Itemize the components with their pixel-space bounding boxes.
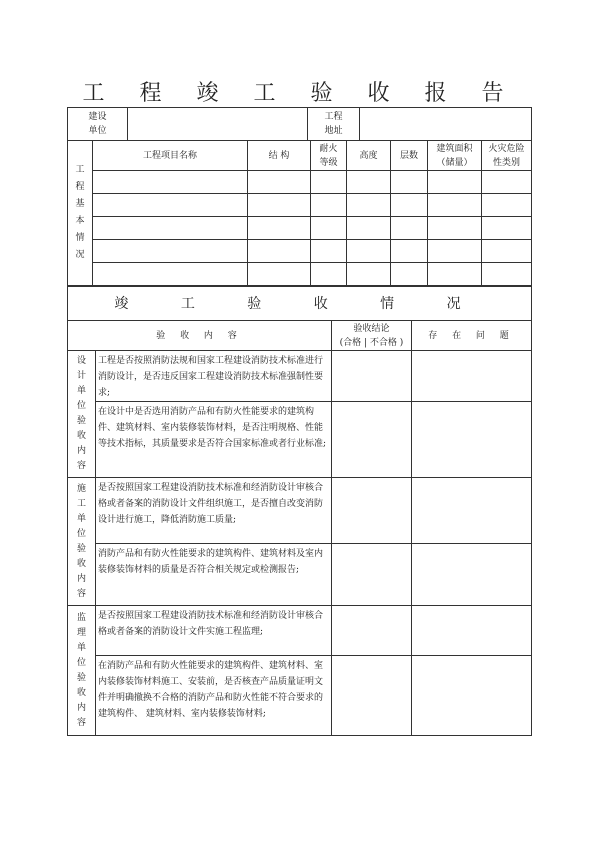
table-row xyxy=(68,263,532,286)
table-row xyxy=(68,544,532,606)
result-cell[interactable] xyxy=(332,606,412,656)
table-row xyxy=(68,606,532,656)
table-row xyxy=(68,217,532,240)
section-title: 竣 工 验 收 情 况 xyxy=(68,287,532,321)
result-cell[interactable] xyxy=(332,656,412,736)
item-text: 消防产品和有防火性能要求的建筑构件、建筑材料及室内装修装饰材料的质量是否符合相关规定或检测报告; xyxy=(96,544,332,606)
group-label-construction: 施工单位验收内容 xyxy=(68,478,96,606)
unit-value[interactable] xyxy=(128,108,308,141)
issue-cell[interactable] xyxy=(412,351,532,402)
col-content-header: 验 收 内 容 xyxy=(68,321,332,351)
issue-cell[interactable] xyxy=(412,402,532,478)
result-cell[interactable] xyxy=(332,478,412,544)
table-row xyxy=(68,351,532,402)
address-label: 工程 地址 xyxy=(308,108,360,141)
col-result-header: 验收结论 (合格 | 不合格 ) xyxy=(332,321,412,351)
item-text: 是否按照国家工程建设消防技术标准和经消防设计审核合格或者备案的消防设计文件组织施工，是否擅自改变消防设计进行施工，降低消防施工质量; xyxy=(96,478,332,544)
group-label-design: 设计单位验收内容 xyxy=(68,351,96,478)
basic-info-table xyxy=(67,140,532,286)
col-issue-header: 存 在 问 题 xyxy=(412,321,532,351)
issue-cell[interactable] xyxy=(412,478,532,544)
table-row xyxy=(68,656,532,736)
unit-label: 建设 单位 xyxy=(68,108,128,141)
col-area: 建筑面积（储量） xyxy=(428,141,482,171)
item-text: 在消防产品和有防火性能要求的建筑构件、建筑材料、室内装修装饰材料施工、安装前，是否核查产品质量证明文件并明确撤换不合格的消防产品和防火性能不符合要求的建筑构件、 建筑材料、室内装修装饰材料; xyxy=(96,656,332,736)
issue-cell[interactable] xyxy=(412,606,532,656)
group-label-supervision: 监理单位验收内容 xyxy=(68,606,96,736)
issue-cell[interactable] xyxy=(412,544,532,606)
result-cell[interactable] xyxy=(332,351,412,402)
item-text: 在设计中是否选用消防产品和有防火性能要求的建筑构件、建筑材料、室内装修装饰材料，是否注明规格、性能等技术指标，其质量要求是否符合国家标准或者行业标准; xyxy=(96,402,332,478)
result-cell[interactable] xyxy=(332,544,412,606)
table-row xyxy=(68,478,532,544)
table-row xyxy=(68,171,532,194)
col-structure: 结 构 xyxy=(248,141,311,171)
col-fire-rating: 耐火等级 xyxy=(311,141,347,171)
table-row xyxy=(68,402,532,478)
issue-cell[interactable] xyxy=(412,656,532,736)
item-text: 是否按照国家工程建设消防技术标准和经消防设计审核合格或者备案的消防设计文件实施工程监理; xyxy=(96,606,332,656)
result-cell[interactable] xyxy=(332,402,412,478)
table-row xyxy=(68,194,532,217)
col-floors: 层数 xyxy=(391,141,428,171)
acceptance-table xyxy=(67,286,532,736)
header-table xyxy=(67,107,532,141)
page-title: 工 程 竣 工 验 收 报 告 xyxy=(82,81,518,106)
address-value[interactable] xyxy=(360,108,532,141)
item-text: 工程是否按照消防法规和国家工程建设消防技术标准进行消防设计，是否违反国家工程建设消防技术标准强制性要求; xyxy=(96,351,332,402)
col-project-name: 工程项目名称 xyxy=(93,141,248,171)
col-height: 高度 xyxy=(347,141,391,171)
table-row xyxy=(68,240,532,263)
col-fire-hazard: 火灾危险性类别 xyxy=(482,141,532,171)
basic-side-label: 工程基本情况 xyxy=(68,141,93,286)
